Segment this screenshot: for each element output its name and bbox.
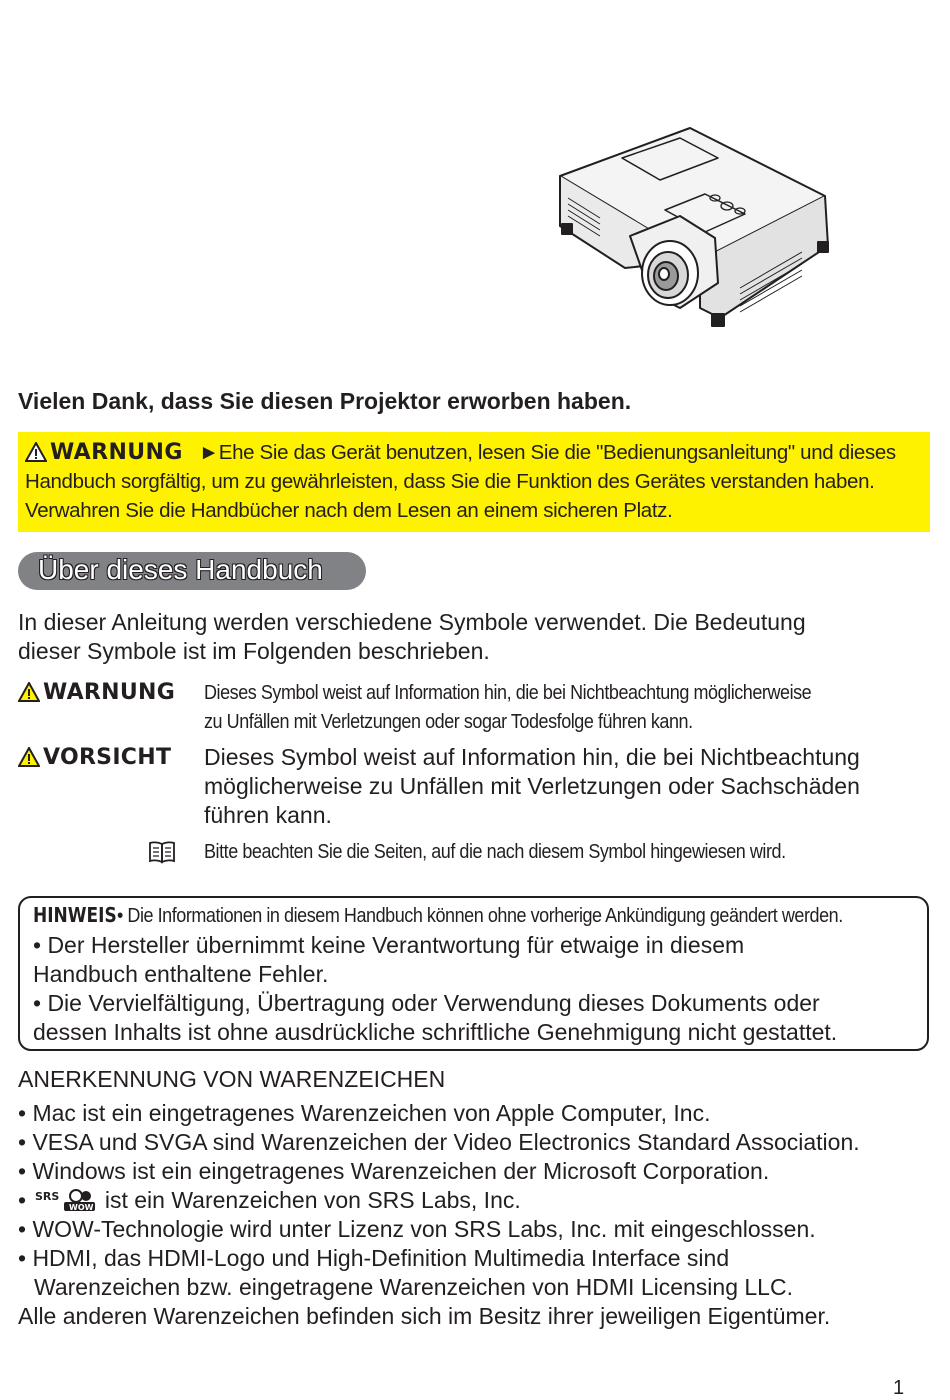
symbol-vorsicht-label [18, 745, 171, 770]
warning-text-2: Handbuch sorgfältig, um zu gewährleisten, dass Sie die Funktion des Gerätes verstanden haben. [25, 470, 875, 493]
note-text-5: dessen Inhalts ist ohne ausdrückliche schriftliche Genehmigung nicht gestattet. [33, 1019, 838, 1045]
trademark-item: • Windows ist ein eingetragenes Warenzeichen der Microsoft Corporation. [18, 1158, 770, 1184]
srs-logo-text: SRS [35, 1190, 60, 1203]
trademark-item-srs [18, 1186, 860, 1215]
symbol-book-text: Bitte beachten Sie die Seiten, auf die nach diesem Symbol hingewiesen wird. [204, 841, 786, 863]
warning-text-1: ►Ehe Sie das Gerät benutzen, lesen Sie die "Bedienungsanleitung" und dieses [198, 441, 896, 464]
trademarks-heading: ANERKENNUNG VON WARENZEICHEN [18, 1066, 446, 1092]
note-text-1: • Die Informationen in diesem Handbuch können ohne vorherige Ankündigung geändert werden. [117, 905, 843, 927]
wow-logo-text: WOW [69, 1203, 94, 1211]
vorsicht-keyword: VORSICHT [43, 745, 172, 770]
warning-keyword: WARNUNG [50, 440, 183, 465]
warnung-line-2: zu Unfällen mit Verletzungen oder sogar Todesfolge führen kann. [204, 711, 693, 733]
srs-wow-logo [34, 1189, 96, 1211]
symbol-vorsicht-text [204, 743, 860, 830]
warning-box-line-1 [25, 438, 922, 467]
caution-triangle-icon [18, 747, 40, 767]
trademarks-list [18, 1099, 860, 1331]
symbol-warnung-text [204, 679, 811, 737]
symbol-warnung-label [18, 680, 175, 705]
projector-illustration [540, 118, 840, 343]
intro-paragraph [18, 608, 806, 666]
note-box [18, 896, 929, 1051]
vorsicht-line-2: möglicherweise zu Unfällen mit Verletzungen oder Sachschäden [204, 773, 860, 799]
note-text-2: • Der Hersteller übernimmt keine Verantwortung für etwaige in diesem [33, 932, 745, 958]
trademark-item: • HDMI, das HDMI-Logo und High-Definition Multimedia Interface sind [18, 1245, 730, 1271]
trademarks-closing: Alle anderen Warenzeichen befinden sich im Besitz ihrer jeweiligen Eigentümer. [18, 1303, 831, 1329]
warning-triangle-icon [25, 442, 47, 462]
note-text-3: Handbuch enthaltene Fehler. [33, 961, 329, 987]
intro-line-1: In dieser Anleitung werden verschiedene Symbole verwendet. Die Bedeutung [18, 609, 806, 635]
thank-you-heading: Vielen Dank, dass Sie diesen Projektor erworben haben. [18, 388, 632, 414]
warning-triangle-icon [18, 682, 40, 702]
srs-bullet: • [18, 1187, 27, 1213]
book-icon [148, 840, 176, 864]
page-number: 1 [893, 1377, 905, 1399]
warning-text-3: Verwahren Sie die Handbücher nach dem Lesen an einem sicheren Platz. [25, 499, 673, 522]
trademark-item: • WOW-Technologie wird unter Lizenz von SRS Labs, Inc. mit eingeschlossen. [18, 1216, 816, 1242]
intro-line-2: dieser Symbole ist im Folgenden beschrieben. [18, 638, 490, 664]
srs-text: ist ein Warenzeichen von SRS Labs, Inc. [98, 1187, 521, 1213]
vorsicht-line-1: Dieses Symbol weist auf Information hin, die bei Nichtbeachtung [204, 744, 860, 770]
warnung-line-1: Dieses Symbol weist auf Information hin, die bei Nichtbeachtung möglicherweise [204, 682, 812, 704]
note-line-1 [33, 902, 923, 931]
warnung-keyword: WARNUNG [43, 680, 176, 705]
trademark-item: • VESA und SVGA sind Warenzeichen der Video Electronics Standard Association. [18, 1129, 860, 1155]
note-text-4: • Die Vervielfältigung, Übertragung oder Verwendung dieses Dokuments oder [33, 990, 820, 1016]
warning-box [18, 432, 930, 532]
section-title: Über dieses Handbuch [38, 554, 323, 585]
section-title-pill [18, 552, 366, 590]
vorsicht-line-3: führen kann. [204, 802, 332, 828]
note-label: HINWEIS [33, 903, 117, 927]
trademark-item: • Mac ist ein eingetragenes Warenzeichen von Apple Computer, Inc. [18, 1100, 711, 1126]
trademark-item-continuation: Warenzeichen bzw. eingetragene Warenzeichen von HDMI Licensing LLC. [34, 1274, 793, 1300]
